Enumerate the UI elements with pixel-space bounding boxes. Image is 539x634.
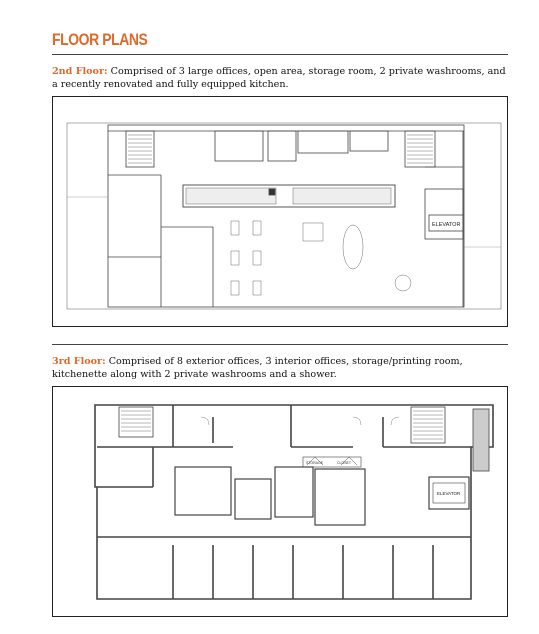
- section-divider: [52, 344, 508, 345]
- floor-2-text: Comprised of 3 large offices, open area, storage room, 2 private washrooms, and a recently renovated and fully equipped kitchen.: [52, 66, 506, 90]
- floor-2-description: [52, 66, 512, 91]
- floor-3-elevator-label: ELEVATOR: [437, 491, 461, 496]
- floor-3-description: [52, 356, 512, 381]
- floor-3-plan: [52, 386, 508, 617]
- floor-3-drawing: [53, 387, 507, 616]
- floor-3-storage-label: STORAGE: [306, 461, 324, 465]
- page-title: FLOOR PLANS: [52, 30, 148, 49]
- floor-2-elevator-label: ELEVATOR: [432, 222, 461, 228]
- floor-2-drawing: [53, 97, 507, 326]
- title-divider: [52, 54, 508, 55]
- floor-3-label: 3rd Floor:: [52, 356, 106, 367]
- floor-2-label: 2nd Floor:: [52, 66, 108, 77]
- floor-3-text: Comprised of 8 exterior offices, 3 interior offices, storage/printing room, kitchenette along with 2 private washrooms and a shower.: [52, 356, 463, 380]
- floor-2-plan: [52, 96, 508, 327]
- floor-3-closet-label: CLOSET: [337, 461, 352, 465]
